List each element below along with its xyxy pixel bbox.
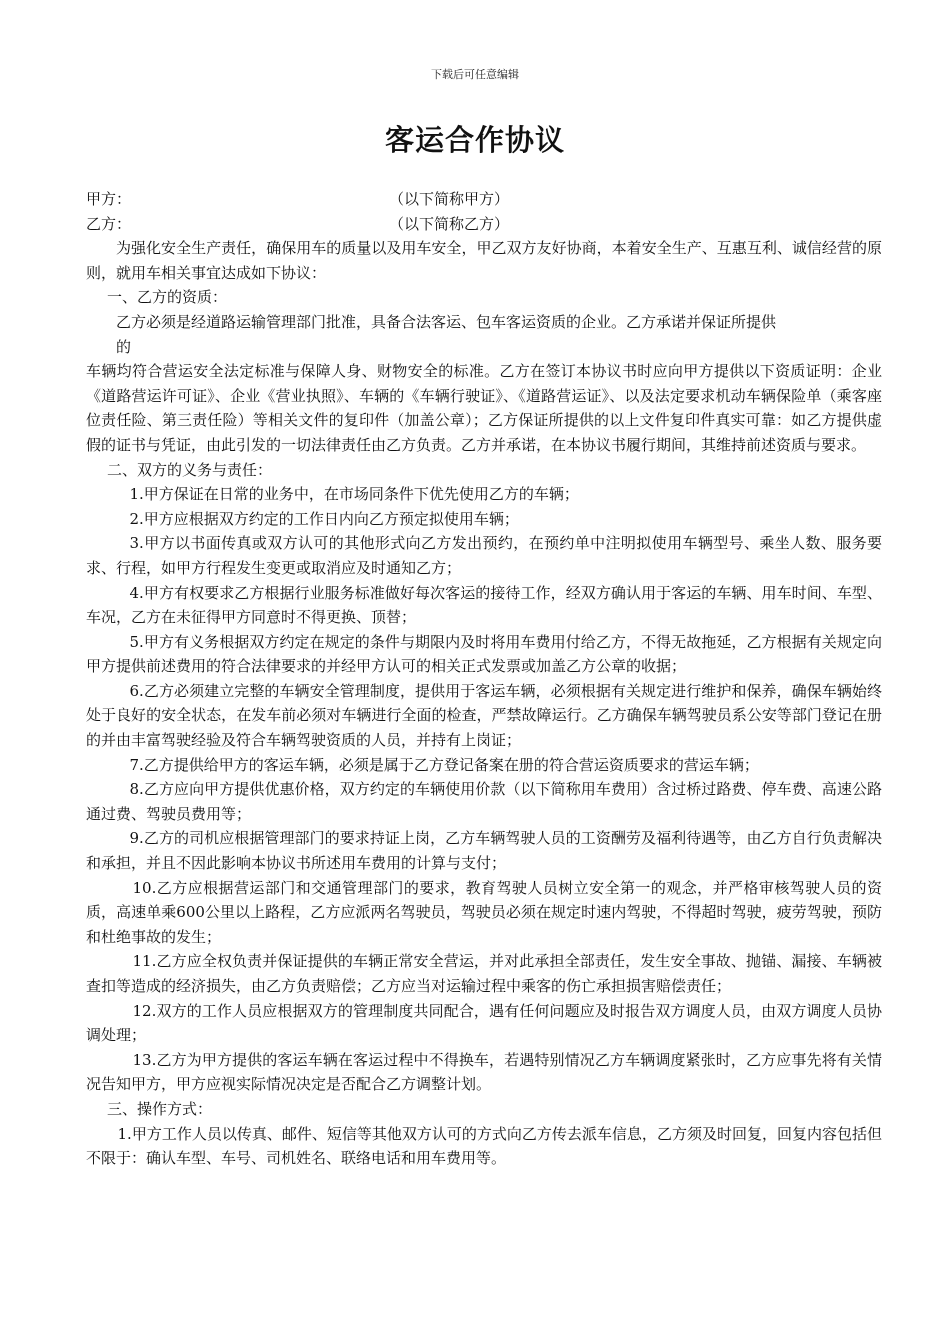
- section-2-item: 12.双方的工作人员应根据双方的管理制度共同配合，遇有任何问题应及时报告双方调度人员，由双方调度人员协调处理；: [86, 1001, 882, 1045]
- section-2-item: 11.乙方应全权负责并保证提供的车辆正常安全营运，并对此承担全部责任，发生安全事故、抛锚、漏接、车辆被查扣等造成的经济损失，由乙方负责赔偿；乙方应当对运输过程中乘客的伤亡承担损害赔偿责任；: [86, 952, 882, 995]
- section-2-item: 1.甲方保证在日常的业务中，在市场同条件下优先使用乙方的车辆；: [129, 485, 579, 504]
- intro-paragraph: 为强化安全生产责任，确保用车的质量以及用车安全，甲乙双方友好协商，本着安全生产、互惠互利、诚信经营的原则，就用车相关事宜达成如下协议：: [86, 239, 882, 282]
- section-2-item: 6.乙方必须建立完整的车辆安全管理制度，提供用于客运车辆，必须根据有关规定进行维护和保养，确保车辆始终处于良好的安全状态，在发车前必须对车辆进行全面的检查，严禁故障运行。乙方确保车辆驾驶员系公安等部门登记在册的并由丰富驾驶经验及符合车辆驾驶资质的人员，并持有上岗证；: [86, 681, 882, 750]
- section-3-heading: 三、操作方式：: [107, 1099, 213, 1118]
- party-a-note: （以下简称甲方）: [389, 190, 510, 208]
- party-b-label: 乙方：: [86, 214, 132, 233]
- party-b-note: （以下简称乙方）: [389, 214, 510, 233]
- party-a-label: 甲方：: [86, 190, 132, 208]
- section-2-item: 8.乙方应向甲方提供优惠价格，双方约定的车辆使用价款（以下简称用车费用）含过桥过路费、停车费、高速公路通过费、驾驶员费用等；: [86, 780, 882, 823]
- section-2-item: 10.乙方应根据营运部门和交通管理部门的要求，教育驾驶人员树立安全第一的观念，并严格审核驾驶人员的资质，高速单乘600公里以上路程，乙方应派两名驾驶员，驾驶员必须在规定时速内驾驶，不得超时驾驶，疲劳驾驶，预防和杜绝事故的发生；: [86, 878, 882, 946]
- section-2-item: 7.乙方提供给甲方的客运车辆，必须是属于乙方登记备案在册的符合营运资质要求的营运车辆；: [129, 755, 759, 774]
- section-1-heading: 一、乙方的资质：: [107, 288, 228, 307]
- section-1-orphan: 的: [116, 337, 132, 356]
- document-body: [86, 187, 882, 1171]
- document-title: 客运合作协议: [384, 123, 565, 157]
- party-a-line: [86, 187, 882, 212]
- section-2-item: 5.甲方有义务根据双方约定在规定的条件与期限内及时将用车费用付给乙方，不得无故拖延，乙方根据有关规定向甲方提供前述费用的符合法律要求的并经甲方认可的相关正式发票或加盖乙方公章的收据；: [86, 632, 882, 676]
- section-2-item: 2.甲方应根据双方约定的工作日内向乙方预定拟使用车辆；: [129, 509, 519, 528]
- section-3-item: 1.甲方工作人员以传真、邮件、短信等其他双方认可的方式向乙方传去派车信息，乙方须及时回复，回复内容包括但不限于：确认车型、车号、司机姓名、联络电话和用车费用等。: [86, 1124, 882, 1168]
- section-1-first-line: 乙方必须是经道路运输管理部门批准，具备合法客运、包车客运资质的企业。乙方承诺并保证所提供: [116, 312, 777, 331]
- watermark-text: 下载后可任意编辑: [431, 68, 519, 81]
- section-2-item: 3.甲方以书面传真或双方认可的其他形式向乙方发出预约，在预约单中注明拟使用车辆型号、乘坐人数、服务要求、行程，如甲方行程发生变更或取消应及时通知乙方；: [86, 534, 882, 577]
- section-1-body: 车辆均符合营运安全法定标准与保障人身、财物安全的标准。乙方在签订本协议书时应向甲方提供以下资质证明：企业《道路营运许可证》、企业《营业执照》、车辆的《车辆行驶证》、《道路营运证》、以及法定要求机动车辆保险单（乘客座位责任险、第三责任险）等相关文件的复印件（加盖公章）；乙方保证所提供的以上文件复印件真实可靠：如乙方提供虚假的证书与凭证，由此引发的一切法律责任由乙方负责。乙方并承诺，在本协议书履行期间，其维持前述资质与要求。: [86, 362, 882, 454]
- party-b-line: [86, 212, 882, 237]
- section-2-heading: 二、双方的义务与责任：: [107, 460, 273, 479]
- section-2-item: 4.甲方有权要求乙方根据行业服务标准做好每次客运的接待工作，经双方确认用于客运的车辆、用车时间、车型、车况，乙方在未征得甲方同意时不得更换、顶替；: [86, 583, 882, 627]
- section-2-item: 13.乙方为甲方提供的客运车辆在客运过程中不得换车，若遇特别情况乙方车辆调度紧张时，乙方应事先将有关情况告知甲方，甲方应视实际情况决定是否配合乙方调整计划。: [86, 1050, 882, 1094]
- section-2-item: 9.乙方的司机应根据管理部门的要求持证上岗，乙方车辆驾驶人员的工资酬劳及福利待遇等，由乙方自行负责解决和承担，并且不因此影响本协议书所述用车费用的计算与支付；: [86, 829, 882, 873]
